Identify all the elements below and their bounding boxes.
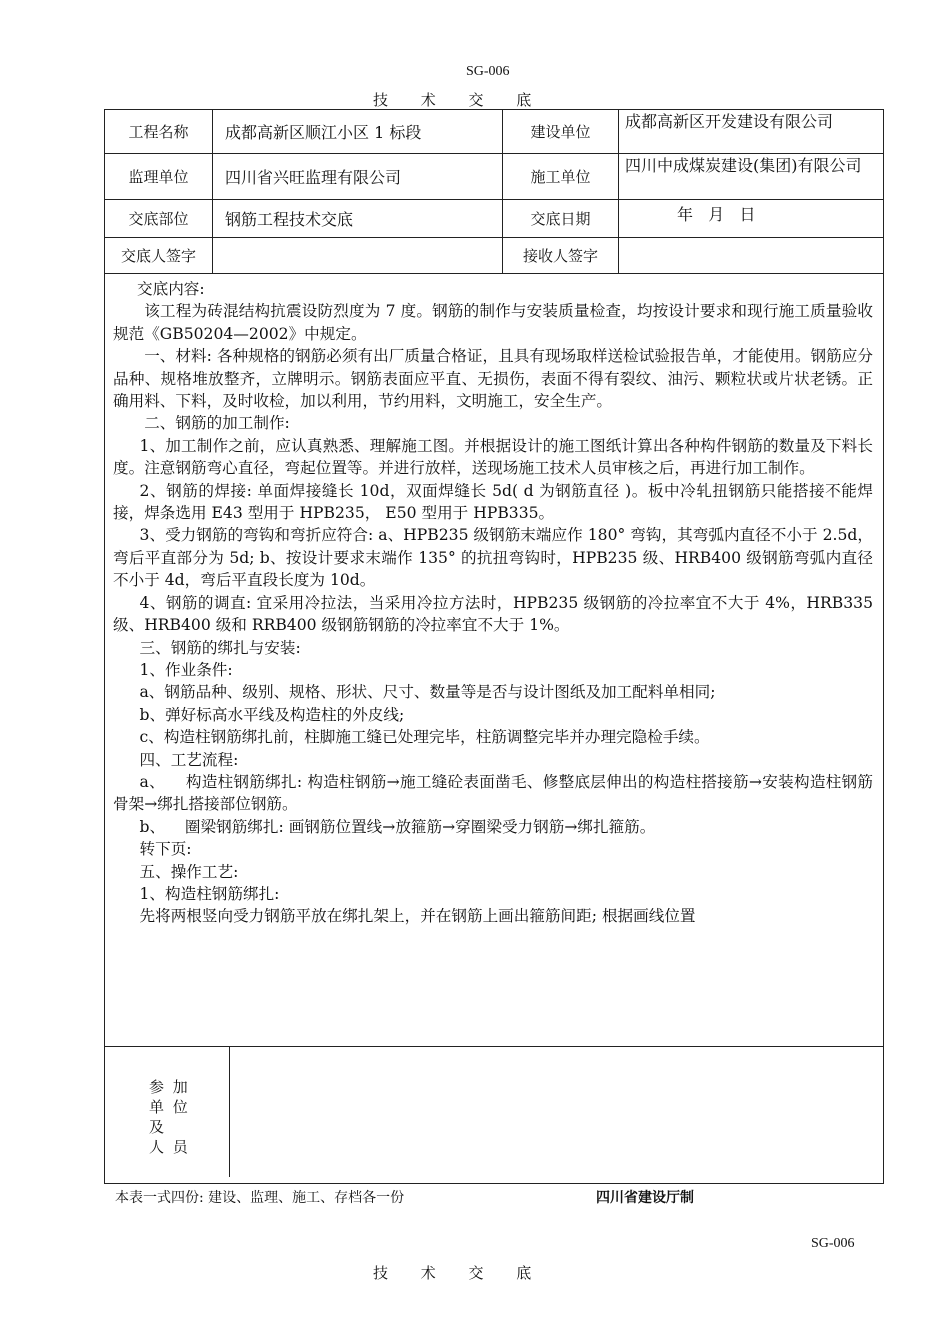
participants-row <box>105 1047 884 1184</box>
contractor-value: 四川中成煤炭建设(集团)有限公司 <box>619 154 884 200</box>
content-paragraph: 1、构造柱钢筋绑扎: <box>139 884 280 903</box>
participants-field[interactable] <box>230 1047 883 1183</box>
content-paragraph: 2、钢筋的焊接: 单面焊接缝长 10d，双面焊缝长 5d( d 为钢筋直径 )。板中冷轧扭钢筋只能搭接不能焊接，焊条选用 E43 型用于 HPB235， E50 型用于 HPB335。 <box>113 481 873 523</box>
date-value: 年 月 日 <box>619 200 884 238</box>
content-cell <box>105 274 884 1047</box>
issuer-note: 四川省建设厅制 <box>596 1190 694 1206</box>
supervisor-label: 监理单位 <box>105 154 213 200</box>
next-form-title: 技 术 交 底 <box>373 1264 546 1282</box>
content-paragraph: 3、受力钢筋的弯钩和弯折应符合: a、HPB235 级钢筋末端应作 180° 弯钩，其弯弧内直径不小于 2.5d，弯后平直部分为 5d; b、按设计要求末端作 135° 的抗扭弯钩时，HPB235 级、HRB400 级钢筋弯弧内直径不小于 4d，弯后平直段长度为 10d。 <box>113 526 873 590</box>
content-paragraph: 三、钢筋的绑扎与安装: <box>139 638 301 657</box>
participants-label <box>149 1077 190 1157</box>
participants-label-line: 及 <box>149 1118 167 1136</box>
participants-label-line: 参 加 <box>149 1078 190 1096</box>
content-paragraph: a、 构造柱钢筋绑扎: 构造柱钢筋→施工缝砼表面凿毛、修整底层伸出的构造柱搭接筋→安装构造柱钢筋骨架→绑扎搭接部位钢筋。 <box>113 772 873 814</box>
contractor-label: 施工单位 <box>503 154 619 200</box>
participants-label-cell <box>105 1047 230 1177</box>
builder-label: 建设单位 <box>503 110 619 154</box>
content-paragraph: a、钢筋品种、级别、规格、形状、尺寸、数量等是否与设计图纸及加工配料单相同; <box>139 683 716 702</box>
next-form-code: SG-006 <box>811 1236 855 1251</box>
copies-note: 本表一式四份: 建设、监理、施工、存档各一份 <box>115 1190 405 1206</box>
date-label: 交底日期 <box>503 200 619 238</box>
part-value: 钢筋工程技术交底 <box>213 200 503 238</box>
part-label: 交底部位 <box>105 200 213 238</box>
supervisor-value: 四川省兴旺监理有限公司 <box>213 154 503 200</box>
sign-receiver-label: 接收人签字 <box>503 238 619 274</box>
content-paragraph: 1、加工制作之前，应认真熟悉、理解施工图。并根据设计的施工图纸计算出各种构件钢筋的数量及下料长度。注意钢筋弯心直径，弯起位置等。并进行放样，送现场施工技术人员审核之后，再进行加工制作。 <box>113 436 873 478</box>
content-paragraph: 二、钢筋的加工制作: <box>144 414 290 433</box>
content-paragraph: 转下页: <box>139 840 192 859</box>
disclosure-form-table <box>104 109 884 1184</box>
content-paragraph: b、 圈梁钢筋绑扎: 画钢筋位置线→放箍筋→穿圈梁受力钢筋→绑扎箍筋。 <box>139 817 656 836</box>
participants-label-line: 单 位 <box>149 1098 190 1116</box>
sign-giver-field[interactable] <box>213 238 503 274</box>
project-name-label: 工程名称 <box>105 110 213 154</box>
content-paragraph: 五、操作工艺: <box>139 862 239 881</box>
content-paragraph: 四、工艺流程: <box>139 750 239 769</box>
content-paragraph: 一、材料: 各种规格的钢筋必须有出厂质量合格证，且具有现场取样送检试验报告单，才能使用。钢筋应分品种、规格堆放整齐，立牌明示。钢筋表面应平直、无损伤，表面不得有裂纹、油污、颗粒状或片状老锈。正确用料、下料，及时收检，加以利用，节约用料，文明施工，安全生产。 <box>113 347 873 411</box>
content-paragraph: 先将两根竖向受力钢筋平放在绑扎架上，并在钢筋上画出箍筋间距; 根据画线位置 <box>139 907 696 926</box>
participants-label-line: 人 员 <box>149 1138 190 1156</box>
form-title: 技 术 交 底 <box>373 91 546 109</box>
content-paragraph: 该工程为砖混结构抗震设防烈度为 7 度。钢筋的制作与安装质量检查，均按设计要求和现行施工质量验收规范《GB50204—2002》中规定。 <box>113 302 873 343</box>
content-heading: 交底内容: <box>137 280 205 298</box>
content-paragraph: 4、钢筋的调直: 宜采用冷拉法，当采用冷拉方法时，HPB235 级钢筋的冷拉率宜不大于 4%，HRB335 级、HRB400 级和 RRB400 级钢筋钢筋的冷拉率宜不大于 1%。 <box>113 593 873 635</box>
form-code: SG-006 <box>466 64 510 79</box>
content-paragraph: 1、作业条件: <box>139 660 233 679</box>
content-body <box>105 274 883 928</box>
content-paragraph: c、构造柱钢筋绑扎前，柱脚施工缝已处理完毕，柱筋调整完毕并办理完隐检手续。 <box>139 728 710 747</box>
builder-value: 成都高新区开发建设有限公司 <box>619 110 884 154</box>
content-paragraph: b、弹好标高水平线及构造柱的外皮线; <box>139 705 405 724</box>
project-name-value: 成都高新区顺江小区 1 标段 <box>213 110 503 154</box>
sign-giver-label: 交底人签字 <box>105 238 213 274</box>
sign-receiver-field[interactable] <box>619 238 884 274</box>
